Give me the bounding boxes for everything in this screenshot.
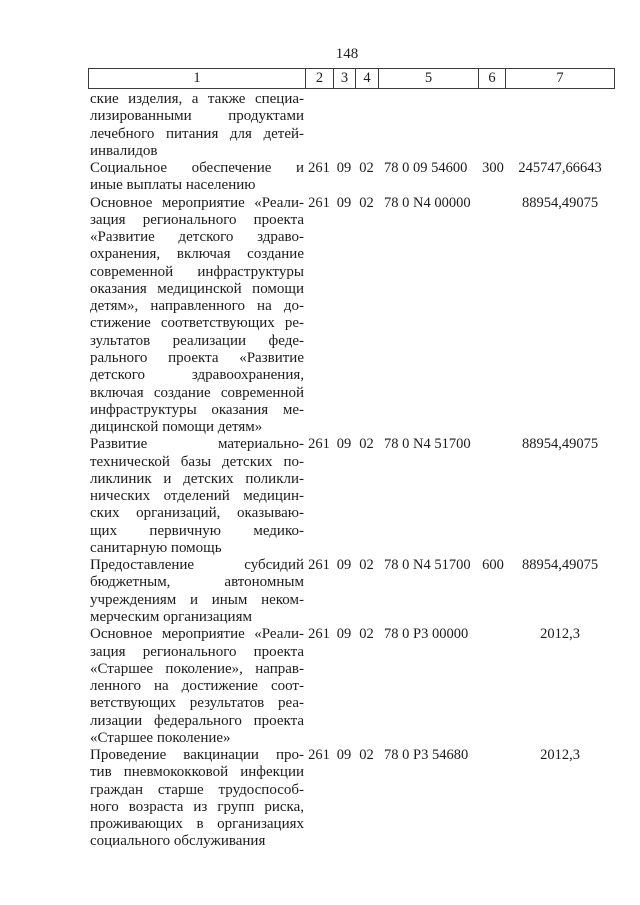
- cell-col-2: 261: [308, 557, 330, 574]
- table-row: [88, 747, 615, 851]
- row-name-line: Социальное обеспечение и: [90, 160, 304, 177]
- row-name-line: ленного на достижение соот-: [90, 678, 304, 695]
- cell-col-3: 09: [336, 194, 352, 211]
- row-name-line: тив пневмококковой инфекции: [90, 764, 304, 781]
- row-name-line: «Старшее поколение»: [90, 729, 231, 746]
- row-name-line: Предоставление субсидий: [90, 557, 304, 574]
- row-name-line: зультатов реализации феде-: [90, 332, 304, 349]
- row-name-line: ские изделия, а также специа-: [90, 91, 304, 107]
- cell-col-2: 261: [308, 747, 330, 764]
- cell-col-3: 09: [336, 436, 352, 453]
- cell-col-7: 88954,49075: [521, 436, 599, 453]
- table-row: [88, 91, 615, 160]
- row-name-line: стижение соответствующих ре-: [90, 315, 304, 332]
- row-name-line: учреждениям и иным неком-: [90, 591, 304, 608]
- cell-col-5: 78 0 P3 54680: [384, 747, 469, 764]
- row-name-line: граждан старше трудоспособ-: [90, 781, 304, 798]
- cell-col-5: 78 0 N4 00000: [384, 194, 471, 211]
- row-name-line: детям», направленного на до-: [90, 298, 304, 315]
- table-row: [88, 626, 615, 747]
- row-name-cell: [90, 91, 304, 160]
- header-col-2: 2: [305, 69, 333, 88]
- row-name-cell: [90, 626, 304, 747]
- cell-col-4: 02: [359, 626, 374, 643]
- row-name-line: зация регионального проекта: [90, 643, 304, 660]
- cell-col-6: 300: [482, 160, 504, 177]
- cell-col-4: 02: [359, 557, 374, 574]
- cell-col-2: 261: [308, 436, 330, 453]
- cell-col-6: 600: [482, 557, 504, 574]
- header-col-7: 7: [505, 69, 614, 88]
- row-name-cell: [90, 160, 304, 195]
- row-name-line: Проведение вакцинации про-: [90, 747, 304, 764]
- row-name-line: санитарную помощь: [90, 539, 222, 556]
- row-name-line: ного возраста из групп риска,: [90, 798, 304, 815]
- row-name-line: лизированными продуктами: [90, 108, 304, 125]
- row-name-line: современной инфраструктуры: [90, 263, 304, 280]
- row-name-line: социального обслуживания: [90, 833, 266, 850]
- row-name-line: мерческим организациям: [90, 608, 252, 625]
- cell-col-7: 88954,49075: [521, 557, 599, 574]
- row-name-line: ских организаций, оказываю-: [90, 505, 304, 522]
- table-row: [88, 436, 615, 557]
- table-row: [88, 557, 615, 626]
- row-name-line: нических отделений медицин-: [90, 488, 304, 505]
- row-name-line: лечебного питания для детей-: [90, 125, 304, 142]
- row-name-line: оказания медицинской помощи: [90, 280, 304, 297]
- header-col-1: 1: [193, 70, 201, 86]
- table-row: [88, 195, 615, 437]
- row-name-line: инвалидов: [90, 142, 158, 159]
- cell-col-7: 245747,66643: [518, 160, 602, 177]
- row-name-line: проживающих в организациях: [90, 816, 304, 833]
- row-name-cell: [90, 195, 304, 437]
- row-name-cell: [90, 436, 304, 557]
- cell-col-3: 09: [336, 626, 352, 643]
- row-name-line: дицинской помощи детям»: [90, 419, 263, 436]
- cell-col-5: 78 0 09 54600: [384, 160, 468, 177]
- cell-col-3: 09: [336, 557, 352, 574]
- cell-col-3: 09: [336, 160, 352, 177]
- row-name-cell: [90, 557, 304, 626]
- cell-col-4: 02: [359, 436, 374, 453]
- row-name-line: рального проекта «Развитие: [90, 349, 304, 366]
- row-name-line: щих первичную медико-: [90, 522, 304, 539]
- row-name-line: зация регионального проекта: [90, 211, 304, 228]
- row-name-line: ветствующих результатов реа-: [90, 695, 304, 712]
- table-header: [88, 68, 615, 89]
- row-name-line: Основное мероприятие «Реали-: [90, 194, 304, 211]
- row-name-line: Развитие материально-: [90, 436, 304, 453]
- cell-col-7: 2012,3: [540, 626, 580, 643]
- cell-col-5: 78 0 N4 51700: [384, 557, 471, 574]
- row-name-line: детского здравоохранения,: [90, 367, 304, 384]
- table-body: [88, 91, 615, 851]
- cell-col-4: 02: [359, 194, 374, 211]
- cell-col-2: 261: [308, 194, 330, 211]
- row-name-line: включая создание современной: [90, 384, 304, 401]
- table-row: [88, 160, 615, 195]
- cell-col-5: 78 0 P3 00000: [384, 626, 469, 643]
- header-col-6: 6: [478, 69, 505, 88]
- header-col-4: 4: [355, 69, 378, 88]
- cell-col-2: 261: [308, 160, 330, 177]
- row-name-line: ликлиник и детских поликли-: [90, 470, 304, 487]
- cell-col-7: 2012,3: [540, 747, 580, 764]
- row-name-line: «Старшее поколение», направ-: [90, 660, 304, 677]
- row-name-line: охранения, включая создание: [90, 246, 304, 263]
- header-col-5: 5: [378, 69, 478, 88]
- row-name-line: бюджетным, автономным: [90, 574, 304, 591]
- row-name-cell: [90, 747, 304, 851]
- row-name-line: Основное мероприятие «Реали-: [90, 626, 304, 643]
- row-name-line: технической базы детских по-: [90, 453, 304, 470]
- row-name-line: инфраструктуры оказания ме-: [90, 401, 304, 418]
- cell-col-5: 78 0 N4 51700: [384, 436, 471, 453]
- row-name-line: «Развитие детского здраво-: [90, 229, 304, 246]
- page-number: 148: [335, 46, 359, 62]
- row-name-line: иные выплаты населению: [90, 177, 256, 194]
- cell-col-4: 02: [359, 747, 374, 764]
- cell-col-3: 09: [336, 747, 352, 764]
- row-name-line: лизации федерального проекта: [90, 712, 304, 729]
- cell-col-2: 261: [308, 626, 330, 643]
- cell-col-4: 02: [359, 160, 374, 177]
- cell-col-7: 88954,49075: [521, 194, 599, 211]
- header-col-3: 3: [333, 69, 355, 88]
